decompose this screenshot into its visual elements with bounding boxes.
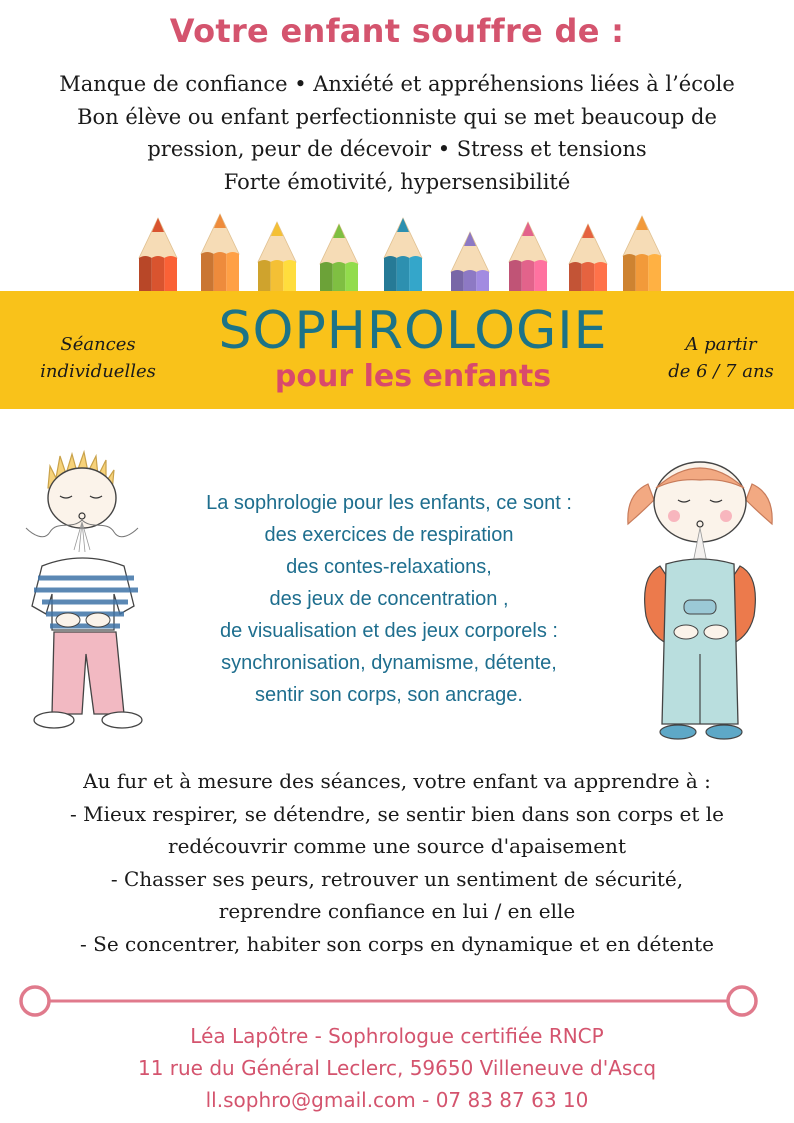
girl-breathing-illustration [620,454,780,744]
pencil-icon [569,224,607,292]
pencil-icon [623,216,661,292]
session-type-label: Séances individuelles [40,334,156,382]
boy-breathing-illustration [20,448,150,738]
pencil-icon [509,222,547,292]
symptom-line: Manque de confiance • Anxiété et appréhensions liées à l’école [59,72,735,96]
intro-text [158,487,620,711]
divider-right-circle [728,987,756,1015]
brand-title: SOPHROLOGIE [218,301,608,361]
contact-info [0,1020,794,1116]
intro-line: des exercices de respiration [264,524,514,546]
intro-line: sentir son corps, son ancrage. [255,684,523,706]
benefits-list [14,765,780,960]
pencil-icon [320,224,358,292]
symptom-line: Bon élève ou enfant perfectionniste qui se met beaucoup de [77,104,717,129]
benefit-line: - Se concentrer, habiter son corps en dynamique et en détente [80,931,714,956]
benefit-line: - Mieux respirer, se détendre, se sentir bien dans son corps et le [70,801,724,826]
pencil-icon [201,214,239,292]
intro-line: La sophrologie pour les enfants, ce sont : [206,492,572,514]
divider-line [18,984,776,1018]
intro-line: synchronisation, dynamisme, détente, [221,652,557,674]
benefit-line: reprendre confiance en lui / en elle [218,899,576,923]
symptom-line: pression, peur de décevoir • Stress et tensions [147,137,647,161]
contact-email-phone[interactable]: ll.sophro@gmail.com - 07 83 87 63 10 [205,1088,589,1112]
symptoms-list [20,68,774,198]
contact-name: Léa Lapôtre - Sophrologue certifiée RNCP [190,1024,604,1048]
age-label: A partir de 6 / 7 ans [668,334,774,382]
pencil-icon [139,218,177,292]
page-title: Votre enfant souffre de : [169,12,625,50]
pencil-icon [451,232,489,292]
intro-line: des contes-relaxations, [286,556,492,578]
benefit-line: Au fur et à mesure des séances, votre enfant va apprendre à : [83,769,711,793]
intro-line: des jeux de concentration , [269,588,509,610]
intro-line: de visualisation et des jeux corporels : [220,620,558,642]
benefit-line: redécouvrir comme une source d'apaisement [168,834,626,858]
pencil-icon [384,218,422,292]
symptom-line: Forte émotivité, hypersensibilité [223,169,571,194]
brand-subtitle: pour les enfants [274,359,552,394]
divider-left-circle [21,987,49,1015]
pencil-icon [258,222,296,292]
contact-address: 11 rue du Général Leclerc, 59650 Villeneuve d'Ascq [137,1056,657,1080]
pencils-illustration [0,210,794,292]
sophrologie-banner [0,291,794,409]
benefit-line: - Chasser ses peurs, retrouver un sentiment de sécurité, [110,866,684,891]
